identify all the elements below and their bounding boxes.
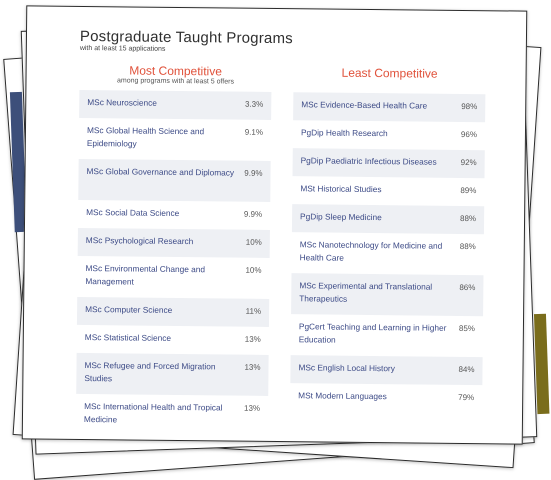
program-rate: 9.9% — [244, 168, 263, 178]
program-name: MSt Modern Languages — [298, 390, 387, 402]
program-name: MSc Global Governance and Diplomacy — [86, 166, 235, 178]
program-rate: 13% — [244, 403, 261, 413]
program-rate: 13% — [244, 334, 261, 344]
program-name: MSc Neuroscience — [87, 97, 157, 108]
table-row — [291, 273, 483, 316]
program-name: MSc Nanotechnology for Medicine and Health Care — [299, 239, 443, 263]
program-rate: 88% — [459, 241, 476, 252]
program-rate: 88% — [460, 213, 477, 224]
table-row — [290, 355, 482, 385]
olive-accent-strip — [534, 314, 549, 414]
program-rate: 11% — [245, 306, 262, 316]
program-name: MSc Global Health Science and Epidemiology — [86, 125, 205, 149]
program-rate: 10% — [245, 237, 262, 247]
program-rate: 92% — [460, 157, 477, 168]
program-name: MSc Statistical Science — [84, 332, 172, 343]
table-row — [76, 353, 268, 396]
program-name: PgDip Health Research — [300, 127, 388, 139]
program-rate: 3.3% — [244, 99, 264, 109]
table-row — [76, 394, 268, 437]
document-page — [22, 5, 528, 444]
page-subtitle: with at least 15 applications — [79, 44, 166, 53]
program-name: MSc Refugee and Forced Migration Studies — [84, 360, 216, 384]
table-row — [77, 297, 269, 327]
program-rate: 89% — [460, 185, 477, 196]
table-row — [293, 120, 485, 150]
program-name: MSc Computer Science — [85, 304, 173, 315]
program-rate: 10% — [245, 265, 262, 275]
program-name: MSc Environmental Change and Management — [85, 263, 206, 287]
program-rate: 9.1% — [244, 127, 264, 137]
table-row — [292, 176, 484, 206]
table-row — [77, 256, 269, 299]
program-rate: 85% — [458, 323, 475, 334]
table-row — [293, 92, 485, 122]
table-row — [78, 159, 270, 202]
program-name: MSc International Health and Tropical Medicine — [83, 401, 223, 425]
program-name: PgDip Paediatric Infectious Diseases — [300, 155, 437, 167]
most-competitive-heading: Most Competitive — [129, 63, 223, 79]
table-row — [79, 90, 271, 120]
program-rate: 79% — [458, 392, 475, 403]
table-row — [79, 118, 271, 161]
most-competitive-note: among programs with at least 5 offers — [116, 77, 235, 86]
program-rate: 13% — [244, 362, 261, 372]
table-row — [291, 232, 483, 275]
table-row — [293, 148, 485, 178]
program-name: PgDip Sleep Medicine — [300, 211, 382, 223]
program-rate: 96% — [460, 129, 478, 140]
program-name: PgCert Teaching and Learning in Higher Education — [298, 321, 447, 345]
program-rate: 84% — [458, 364, 475, 375]
least-competitive-table — [290, 92, 485, 413]
program-name: MSc Experimental and Translational Therapeutics — [299, 280, 433, 304]
table-row — [292, 204, 484, 234]
program-name: MSc English Local History — [298, 362, 395, 374]
program-rate: 98% — [461, 101, 478, 112]
table-row — [290, 383, 482, 413]
program-rate: 9.9% — [243, 209, 263, 219]
program-name: MSt Historical Studies — [300, 183, 382, 195]
page-title: Postgraduate Taught Programs — [79, 27, 293, 48]
program-rate: 86% — [459, 282, 476, 293]
program-name: MSc Psychological Research — [85, 235, 194, 247]
program-name: MSc Evidence-Based Health Care — [301, 99, 428, 111]
table-row — [78, 228, 270, 258]
table-row — [77, 325, 269, 355]
most-competitive-table — [76, 90, 272, 437]
table-row — [78, 200, 270, 230]
least-competitive-heading: Least Competitive — [341, 65, 438, 81]
table-row — [291, 314, 483, 357]
program-name: MSc Social Data Science — [86, 207, 180, 219]
